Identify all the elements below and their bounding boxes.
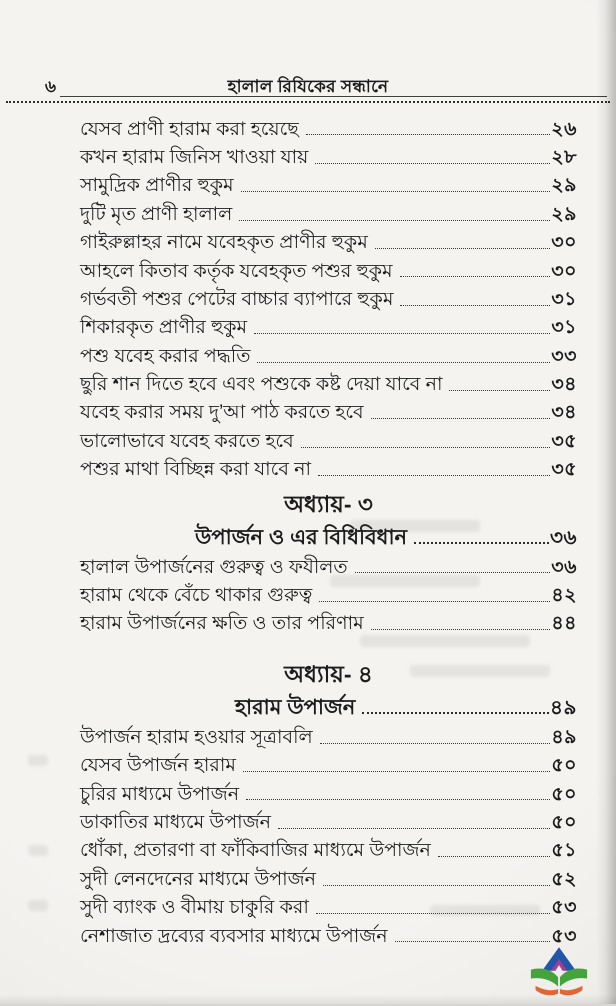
dotted-leader: [239, 220, 550, 221]
toc-entry-page: ৫১: [551, 840, 577, 862]
toc-entry-label: গাইরুল্লাহর নামে যবেহকৃত প্রাণীর হুকুম: [80, 232, 368, 254]
toc-entry-label: ভালোভাবে যবেহ করতে হবে: [80, 431, 294, 453]
dotted-leader: [306, 134, 551, 135]
toc-entry-page: ২৯: [551, 175, 577, 197]
toc-entry-label: যেসব উপার্জন হারাম: [80, 755, 236, 777]
chapter-heading: [80, 489, 577, 519]
bleed-through-mark: [28, 845, 48, 856]
toc-entry-page: ৫০: [551, 755, 577, 777]
toc-entry-label: যেসব প্রাণী হারাম করা হয়েছে: [80, 119, 299, 141]
chapter-subtitle-entry: [80, 689, 577, 720]
dotted-leader: [246, 799, 550, 800]
dotted-leader: [438, 856, 550, 857]
dotted-leader: [243, 771, 550, 772]
toc-entry: [80, 453, 577, 481]
dotted-leader: [241, 191, 551, 192]
toc-entry-label: সামুদ্রিক প্রাণীর হুকুম: [80, 175, 234, 197]
dotted-leader: [254, 333, 550, 334]
dotted-leader: [318, 475, 550, 476]
toc-entry-label: হালাল উপার্জনের গুরুত্ব ও ফযীলত: [80, 557, 348, 579]
toc-entry: [80, 282, 577, 310]
toc-entry-page: ৫৩: [551, 897, 577, 919]
toc-entry: [80, 720, 577, 748]
page-edge-shadow: [596, 0, 616, 1004]
dotted-leader: [371, 418, 551, 419]
toc-entry-page: ২৬: [551, 119, 577, 141]
bleed-through-mark: [28, 900, 48, 911]
chapter-page: ৩৬: [550, 527, 577, 550]
header-dotted-rule: [6, 101, 610, 103]
dotted-leader: [400, 276, 551, 277]
toc-entry-label: হারাম থেকে বেঁচে থাকার গুরুত্ব: [80, 585, 312, 607]
dotted-leader: [362, 712, 549, 714]
header-rule: [60, 96, 607, 97]
dotted-leader: [355, 572, 551, 573]
publisher-logo: [529, 946, 589, 1001]
toc-entry: [80, 834, 577, 862]
toc-entry: [80, 368, 577, 396]
toc-entry-page: ৪৪: [551, 613, 577, 635]
toc-entry-page: ৩১: [551, 289, 577, 311]
toc-entry: [80, 550, 577, 578]
toc-entry: [80, 140, 577, 168]
toc-entry-page: ৫৩: [551, 926, 577, 948]
toc-entry: [80, 749, 577, 777]
toc-entry-page: ৩৫: [551, 431, 577, 453]
toc-entry-page: ৫০: [551, 812, 577, 834]
toc-entry-label: উপার্জন হারাম হওয়ার সূত্রাবলি: [80, 727, 313, 749]
dotted-leader: [375, 248, 551, 249]
toc-entry: [80, 862, 577, 890]
toc-entry-page: ৫০: [551, 784, 577, 806]
toc-entry: [80, 424, 577, 452]
toc-entry-page: ৩০: [551, 261, 577, 283]
chapter-title: অধ্যায়- ৩: [80, 489, 577, 519]
chapter-title: অধ্যায়- ৪: [80, 659, 577, 689]
toc-entry: [80, 226, 577, 254]
toc-entry-page: ৪৯: [551, 727, 577, 749]
toc-entry-page: ৫২: [551, 869, 577, 891]
chapter-subtitle: উপার্জন ও এর বিধিবিধান: [195, 526, 407, 550]
dotted-leader: [278, 828, 550, 829]
toc-entry: [80, 607, 577, 635]
toc-entry-page: ৩৪: [551, 402, 577, 424]
dotted-leader: [323, 885, 550, 886]
toc-entry: [80, 339, 577, 367]
dotted-leader: [449, 390, 550, 391]
toc-entry-page: ৩৪: [551, 374, 577, 396]
toc-entry-page: ২৮: [551, 147, 577, 169]
toc-entry: [80, 919, 577, 947]
toc-entry-label: গর্ভবতী পশুর পেটের বাচ্চার ব্যাপারে হুকুম: [80, 289, 393, 311]
toc-entry: [80, 311, 577, 339]
toc-entry: [80, 254, 577, 282]
toc-entry-label: পশুর মাথা বিচ্ছিন্ন করা যাবে না: [80, 459, 311, 481]
toc-entry-page: ৩৩: [551, 346, 577, 368]
chapter-subtitle: হারাম উপার্জন: [235, 696, 355, 720]
toc-entry: [80, 169, 577, 197]
toc-entry-label: ডাকাতির মাধ্যমে উপার্জন: [80, 812, 271, 834]
toc-entry-page: ৪২: [551, 585, 577, 607]
bleed-through-mark: [28, 755, 48, 766]
running-header-title: হালাল রিযিকের সন্ধানে: [0, 74, 616, 102]
toc-entry: [80, 805, 577, 833]
dotted-leader: [301, 447, 551, 448]
toc-entry: [80, 112, 577, 140]
toc-entry: [80, 891, 577, 919]
toc-entry-label: নেশাজাত দ্রব্যের ব্যবসার মাধ্যমে উপার্জন: [80, 926, 388, 948]
running-header: [0, 72, 616, 96]
chapter-subtitle-entry: [80, 519, 577, 550]
toc-entry: [80, 578, 577, 606]
toc-entry: [80, 197, 577, 225]
toc-entry-label: যবেহ করার সময় দু’আ পাঠ করতে হবে: [80, 402, 364, 424]
dotted-leader: [316, 913, 550, 914]
dotted-leader: [319, 601, 550, 602]
page-bottom-shadow: [0, 994, 616, 1004]
toc-entry-page: ৩৬: [551, 557, 577, 579]
toc-entry: [80, 777, 577, 805]
toc-entry-label: ছুরি শান দিতে হবে এবং পশুকে কষ্ট দেয়া যাবে না: [80, 374, 442, 396]
toc-entry: [80, 396, 577, 424]
toc-entry-label: কখন হারাম জিনিস খাওয়া যায়: [80, 147, 308, 169]
toc-entry-page: ৩০: [551, 232, 577, 254]
dotted-leader: [414, 542, 549, 544]
publisher-logo-icon: [529, 946, 589, 1001]
dotted-leader: [320, 743, 551, 744]
dotted-leader: [315, 163, 550, 164]
toc-entry-label: আহলে কিতাব কর্তৃক যবেহকৃত পশুর হুকুম: [80, 261, 393, 283]
chapter-page: ৪৯: [550, 697, 577, 720]
chapter-heading: [80, 659, 577, 689]
toc-entry-page: ৩১: [551, 317, 577, 339]
toc-entry-label: দুটি মৃত প্রাণী হালাল: [80, 204, 232, 226]
toc-entry-page: ২৯: [551, 204, 577, 226]
toc-entry-label: সুদী লেনদেনের মাধ্যমে উপার্জন: [80, 869, 316, 891]
toc-entry-label: পশু যবেহ করার পদ্ধতি: [80, 346, 250, 368]
toc-entry-label: হারাম উপার্জনের ক্ষতি ও তার পরিণাম: [80, 613, 364, 635]
toc-entry-label: সুদী ব্যাংক ও বীমায় চাকুরি করা: [80, 897, 309, 919]
toc-entry-label: চুরির মাধ্যমে উপার্জন: [80, 784, 239, 806]
dotted-leader: [257, 362, 550, 363]
page-number: ৬: [45, 74, 56, 102]
dotted-leader: [400, 305, 550, 306]
table-of-contents: [80, 112, 577, 947]
dotted-leader: [395, 941, 551, 942]
toc-entry-page: ৩৫: [551, 459, 577, 481]
toc-entry-label: ধোঁকা, প্রতারণা বা ফাঁকিবাজির মাধ্যমে উপার্জন: [80, 840, 431, 862]
toc-entry-label: শিকারকৃত প্রাণীর হুকুম: [80, 317, 247, 339]
dotted-leader: [371, 629, 551, 630]
